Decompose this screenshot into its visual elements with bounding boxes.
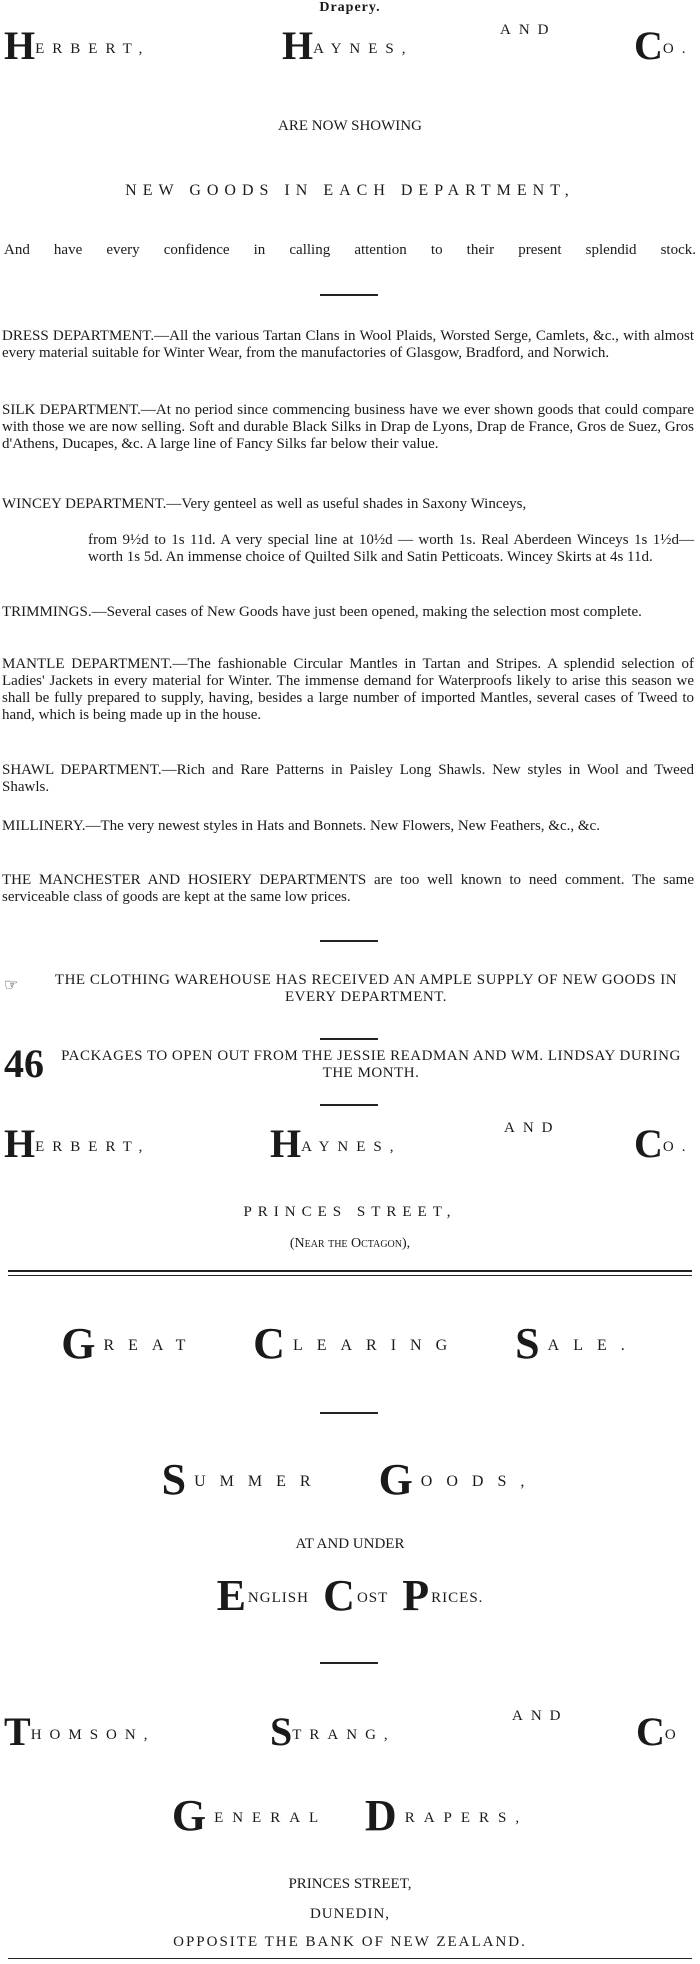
city-line: DUNEDIN, <box>309 1906 391 1922</box>
firm-word: ERBERT, <box>35 41 151 57</box>
department-text: —Several cases of New Goods have just been opened, making the selection most complete. <box>91 604 642 620</box>
department-text: —The fashionable Circular Mantles in Tartan and Stripes. A splendid selection of Ladies' Jackets in every material for Winter. The immense demand for Waterproofs likely to arise this season we shall be fully prepared to supply, having, besides a large number of imported Mantles, several cases of Tweed to hand, which is being made up in the house. <box>2 656 694 723</box>
divider <box>320 1412 378 1414</box>
firm-word: O <box>664 1727 684 1743</box>
drop-cap: H <box>4 23 36 68</box>
divider <box>320 1662 378 1664</box>
general-drapers-heading <box>0 1790 700 1841</box>
millinery <box>2 818 694 835</box>
drop-cap: S <box>270 1709 293 1754</box>
heading-word: LEARING <box>292 1337 462 1354</box>
clearing-sale-heading <box>0 1318 700 1369</box>
drop-cap: C <box>634 1121 663 1166</box>
drop-cap: C <box>323 1571 355 1620</box>
drop-cap: H <box>270 1121 302 1166</box>
drop-cap: D <box>364 1791 397 1840</box>
drop-cap: T <box>4 1709 31 1754</box>
firm-word: O. <box>662 41 694 57</box>
drop-cap: C <box>636 1709 665 1754</box>
packages-number: 46 <box>4 1041 44 1086</box>
street-line: PRINCES STREET, <box>243 1204 457 1220</box>
firm-word: O. <box>662 1139 694 1155</box>
manchester-hosiery <box>2 872 694 906</box>
drop-cap: C <box>634 23 663 68</box>
column-divider <box>8 1270 692 1276</box>
heading-word: ENERAL <box>214 1810 327 1826</box>
clothing-warehouse-notice: THE CLOTHING WAREHOUSE HAS RECEIVED AN AMPLE SUPPLY OF NEW GOODS IN EVERY DEPARTMENT. <box>54 972 678 1005</box>
drop-cap: H <box>282 23 314 68</box>
firm-word: ERBERT, <box>35 1139 151 1155</box>
english-cost-prices-heading <box>0 1570 700 1621</box>
firm-word: AND <box>512 1708 569 1724</box>
showing-line: ARE NOW SHOWING <box>278 118 422 134</box>
department-label: THE MANCHESTER AND HOSIERY DEPARTMENTS <box>2 872 367 888</box>
wincey-prices <box>88 532 694 566</box>
street-line: PRINCES STREET, <box>288 1876 412 1892</box>
dress-department <box>2 328 694 362</box>
department-text: are too well known to need comment. The same serviceable class of goods are kept at the same low prices. <box>2 872 694 905</box>
location-line: (Near the Octagon), <box>289 1236 411 1251</box>
shawl-department <box>2 762 694 796</box>
firm-word: AYNES, <box>313 41 414 57</box>
firm-word: HOMSON, <box>30 1727 156 1743</box>
heading-word: RAPERS, <box>404 1810 529 1826</box>
heading-word: OST <box>356 1590 389 1606</box>
divider <box>320 1038 378 1040</box>
department-label: MILLINERY. <box>2 818 86 834</box>
drop-cap: E <box>216 1571 246 1620</box>
heading-word: ALE. <box>547 1337 639 1354</box>
bottom-rule <box>8 1958 692 1959</box>
department-label: MANTLE DEPARTMENT. <box>2 656 173 672</box>
department-label: SHAWL DEPARTMENT. <box>2 762 162 778</box>
section-header: Drapery. <box>319 0 381 15</box>
mantle-department <box>2 656 694 724</box>
department-text: —Rich and Rare Patterns in Paisley Long Shawls. New styles in Wool and Tweed Shawls. <box>2 762 694 795</box>
department-text: —All the various Tartan Clans in Wool Plaids, Worsted Serge, Camlets, &c., with almost every material suitable for Winter Wear, from the manufactories of Glasgow, Bradford, and Norwich. <box>2 328 694 361</box>
confidence-line: And have every confidence in calling attention to their present splendid stock. <box>4 242 696 258</box>
department-text: from 9½d to 1s 11d. A very special line at 10½d — worth 1s. Real Aberdeen Winceys 1s 1½d—worth 1s 5d. An immense choice of Quilted Silk and Satin Petticoats. Wincey Skirts at 4s 11d. <box>88 532 694 565</box>
at-and-under-line: AT AND UNDER <box>295 1536 405 1552</box>
department-text: —At no period since commencing business have we ever shown goods that could compare with those we are now selling. Soft and durable Black Silks in Drap de Lyons, Drap de France, Gros de Suez, Gros d'Athens, Ducapes, &c. A large line of Fancy Silks far below their value. <box>2 402 695 452</box>
divider <box>320 940 378 942</box>
opposite-line: OPPOSITE THE BANK OF NEW ZEALAND. <box>173 1934 527 1950</box>
drop-cap: S <box>161 1455 187 1504</box>
divider <box>320 294 378 296</box>
drop-cap: G <box>378 1455 413 1504</box>
drop-cap: S <box>515 1319 540 1368</box>
drop-cap: G <box>171 1791 207 1840</box>
firm-word: TRANG, <box>292 1727 396 1743</box>
silk-department <box>2 402 694 453</box>
wincey-department <box>2 496 694 513</box>
pointing-hand-icon: ☞ <box>4 977 19 994</box>
department-label: WINCEY DEPARTMENT. <box>2 496 167 512</box>
department-label: SILK DEPARTMENT. <box>2 402 141 418</box>
department-text: —The very newest styles in Hats and Bonnets. New Flowers, New Feathers, &c., &c. <box>85 818 600 834</box>
department-label: DRESS DEPARTMENT. <box>2 328 155 344</box>
drop-cap: G <box>61 1319 96 1368</box>
firm-word: AND <box>504 1120 561 1136</box>
department-text: —Very genteel as well as useful shades in Saxony Winceys, <box>166 496 527 512</box>
new-goods-line: NEW GOODS IN EACH DEPARTMENT, <box>125 182 575 199</box>
heading-word: REAT <box>103 1337 200 1354</box>
packages-notice: PACKAGES TO OPEN OUT FROM THE JESSIE READMAN AND WM. LINDSAY DURING THE MONTH. <box>61 1048 681 1081</box>
trimmings <box>2 604 694 621</box>
divider <box>320 1104 378 1106</box>
firm-word: AYNES, <box>301 1139 402 1155</box>
drop-cap: C <box>253 1319 285 1368</box>
summer-goods-heading <box>0 1454 700 1505</box>
heading-word: RICES. <box>431 1590 484 1606</box>
heading-word: OODS, <box>420 1473 539 1490</box>
heading-word: UMMER <box>194 1473 325 1490</box>
heading-word: NGLISH <box>247 1590 309 1606</box>
firm-word: AND <box>500 22 557 38</box>
drop-cap: P <box>402 1571 430 1620</box>
department-label: TRIMMINGS. <box>2 604 92 620</box>
drop-cap: H <box>4 1121 36 1166</box>
